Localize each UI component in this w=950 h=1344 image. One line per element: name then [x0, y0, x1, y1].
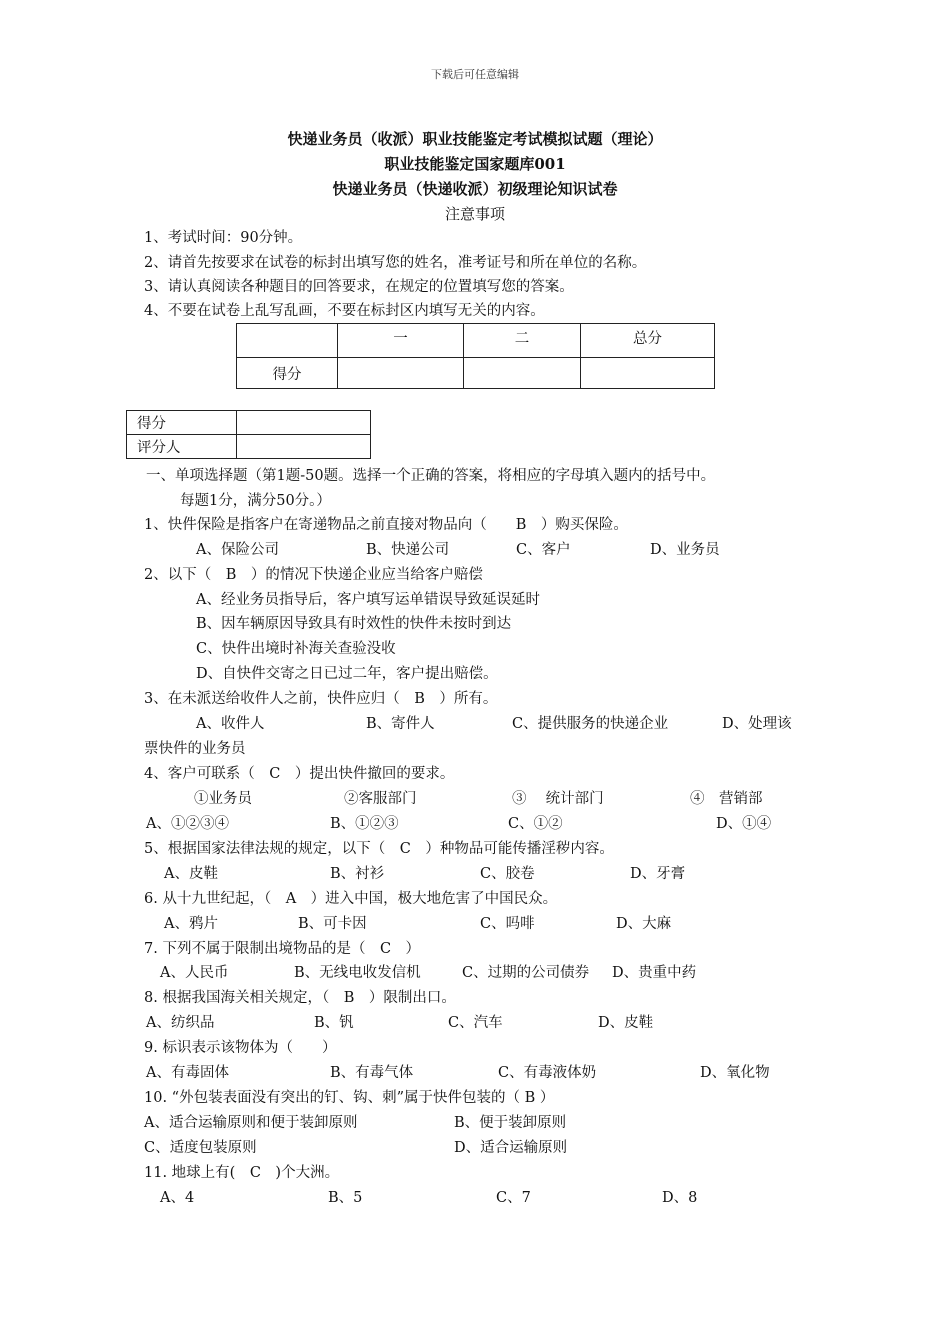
answer-option: A、人民币	[160, 965, 229, 981]
answer-option: D、处理该	[722, 716, 792, 732]
answer-option: B、钒	[314, 1015, 354, 1031]
answer-option: A、皮鞋	[164, 866, 218, 882]
question-text: 2、以下（ B ）的情况下快递企业应当给客户赔偿	[144, 567, 483, 583]
score-header-part2: 二	[464, 324, 581, 358]
header-note: 下载后可任意编辑	[431, 68, 519, 81]
section-heading-cont: 每题1分，满分50分。）	[180, 493, 331, 509]
answer-option: B、①②③	[330, 816, 399, 832]
answer-option: D、氧化物	[700, 1065, 770, 1081]
grader-name-cell	[237, 435, 371, 459]
answer-option: D、牙膏	[630, 866, 686, 882]
question-text: 5、根据国家法律法规的规定，以下（ C ）种物品可能传播淫秽内容。	[144, 841, 614, 857]
answer-option: C、有毒液体奶	[498, 1065, 597, 1081]
answer-option: B、可卡因	[298, 916, 367, 932]
answer-option: A、4	[160, 1190, 195, 1206]
answer-option: D、大麻	[616, 916, 672, 932]
answer-option: 票快件的业务员	[144, 741, 246, 757]
grader-table	[126, 410, 371, 459]
question-text: 10. “外包装表面没有突出的钉、钩、刺”属于快件包装的（ B ）	[144, 1090, 555, 1106]
answer-option: A、①②③④	[146, 816, 229, 832]
question-text: 9. 标识表示该物体为（ ）	[144, 1040, 337, 1056]
notice-item: 3、请认真阅读各种题目的回答要求，在规定的位置填写您的答案。	[144, 279, 574, 295]
answer-option: C、快件出境时补海关查验没收	[196, 641, 396, 657]
answer-option: B、因车辆原因导致具有时效性的快件未按时到达	[196, 616, 512, 632]
score-cell-total	[581, 358, 715, 389]
answer-option: A、鸦片	[164, 916, 218, 932]
answer-option: ②客服部门	[344, 791, 417, 807]
exam-title: 快递业务员（收派）职业技能鉴定考试模拟试题（理论）	[287, 130, 663, 148]
answer-option: C、提供服务的快递企业	[512, 716, 669, 732]
score-header-blank	[237, 324, 338, 358]
answer-option: B、快递公司	[366, 542, 450, 558]
answer-option: D、业务员	[650, 542, 720, 558]
grader-score-cell	[237, 411, 371, 435]
answer-option: D、①④	[716, 816, 772, 832]
grader-score-label: 得分	[127, 411, 237, 435]
answer-option: C、胶卷	[480, 866, 535, 882]
answer-option: A、纺织品	[146, 1015, 215, 1031]
answer-option: ①业务员	[194, 791, 252, 807]
notice-item: 4、不要在试卷上乱写乱画，不要在标封区内填写无关的内容。	[144, 303, 545, 319]
answer-option: B、有毒气体	[330, 1065, 414, 1081]
question-text: 8. 根据我国海关相关规定，（ B ）限制出口。	[144, 990, 456, 1006]
answer-option: A、保险公司	[196, 542, 279, 558]
answer-option: B、便于装卸原则	[454, 1115, 567, 1131]
answer-option: D、皮鞋	[598, 1015, 654, 1031]
notice-item: 2、请首先按要求在试卷的标封出填写您的姓名，准考证号和所在单位的名称。	[144, 255, 647, 271]
question-text: 3、在未派送给收件人之前，快件应归（ B ）所有。	[144, 691, 498, 707]
paper-title: 快递业务员（快递收派）初级理论知识试卷	[332, 180, 618, 198]
answer-option: C、①②	[508, 816, 563, 832]
question-text: 6. 从十九世纪起，（ A ）进入中国，极大地危害了中国民众。	[144, 891, 558, 907]
answer-option: D、贵重中药	[612, 965, 697, 981]
score-header-part1: 一	[338, 324, 464, 358]
score-header-total: 总分	[581, 324, 715, 358]
notice-title: 注意事项	[444, 205, 505, 223]
score-row-label: 得分	[237, 358, 338, 389]
score-cell-part1	[338, 358, 464, 389]
question-text: 1、快件保险是指客户在寄递物品之前直接对物品向（ B ）购买保险。	[144, 517, 628, 533]
score-cell-part2	[464, 358, 581, 389]
score-table	[236, 323, 715, 389]
answer-option: A、有毒固体	[146, 1065, 229, 1081]
section-heading: 一、单项选择题（第1题-50题。选择一个正确的答案，将相应的字母填入题内的括号中。	[146, 468, 716, 484]
answer-option: B、衬衫	[330, 866, 385, 882]
answer-option: C、客户	[516, 542, 571, 558]
answer-option: C、过期的公司债券	[462, 965, 590, 981]
answer-option: C、汽车	[448, 1015, 503, 1031]
question-text: 11. 地球上有( C )个大洲。	[144, 1165, 340, 1181]
answer-option: A、收件人	[196, 716, 265, 732]
grader-name-label: 评分人	[127, 435, 237, 459]
answer-option: B、无线电收发信机	[294, 965, 421, 981]
answer-option: D、适合运输原则	[454, 1140, 568, 1156]
answer-option: ③ 统计部门	[512, 791, 604, 807]
question-text: 4、客户可联系（ C ）提出快件撤回的要求。	[144, 766, 455, 782]
question-bank-title: 职业技能鉴定国家题库001	[384, 155, 566, 173]
answer-option: C、7	[496, 1190, 531, 1206]
answer-option: D、自快件交寄之日已过二年，客户提出赔偿。	[196, 666, 498, 682]
notice-item: 1、考试时间：90分钟。	[144, 230, 303, 246]
answer-option: A、经业务员指导后，客户填写运单错误导致延误延时	[196, 592, 540, 608]
question-text: 7. 下列不属于限制出境物品的是（ C ）	[144, 941, 421, 957]
answer-option: A、适合运输原则和便于装卸原则	[144, 1115, 358, 1131]
answer-option: C、适度包装原则	[144, 1140, 257, 1156]
answer-option: B、5	[328, 1190, 363, 1206]
answer-option: C、吗啡	[480, 916, 535, 932]
answer-option: B、寄件人	[366, 716, 435, 732]
answer-option: D、8	[662, 1190, 698, 1206]
answer-option: ④ 营销部	[690, 791, 763, 807]
